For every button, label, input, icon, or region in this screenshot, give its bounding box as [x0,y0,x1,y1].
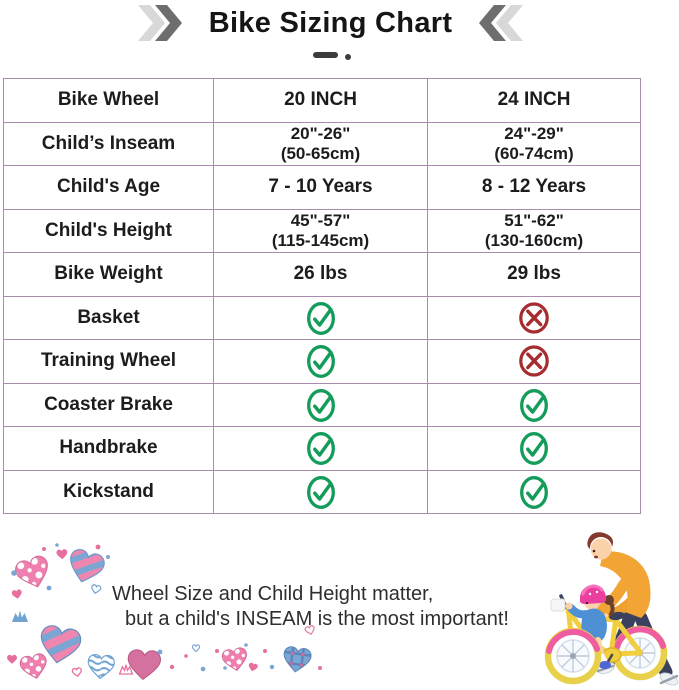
page-title: Bike Sizing Chart [208,6,453,39]
row-label: Bike Weight [4,253,214,297]
feature-no-cell [428,340,641,384]
cross-circle-icon [517,343,551,379]
check-circle-icon [305,386,337,424]
table-row-training-wheel [4,340,641,384]
table-cell: 51"-62" (130-160cm) [428,209,641,253]
row-label: Child's Height [4,209,214,253]
double-chevron-left-icon [478,5,525,41]
check-circle-icon [518,429,550,467]
check-circle-icon [518,386,550,424]
table-row-child-s-height [4,209,641,253]
table-cell: 24"-29" (60-74cm) [428,122,641,166]
table-row-bike-weight [4,253,641,297]
table-row-coaster-brake [4,383,641,427]
table-cell: 24 INCH [428,79,641,123]
row-label: Basket [4,296,214,340]
check-circle-icon [305,429,337,467]
row-label: Bike Wheel [4,79,214,123]
table-row-handbrake [4,427,641,471]
check-circle-icon [305,342,337,380]
table-cell: 20 INCH [214,79,428,123]
check-circle-icon [518,473,550,511]
table-cell: 20"-26" (50-65cm) [214,122,428,166]
cross-circle-icon [517,300,551,336]
row-label: Coaster Brake [4,383,214,427]
double-chevron-right-icon [136,5,183,41]
row-label: Training Wheel [4,340,214,384]
family-bike-illustration [535,528,679,690]
caption-line-1: Wheel Size and Child Height matter, [112,583,434,605]
feature-yes-cell [214,296,428,340]
title-underline [0,52,671,60]
table-cell: 26 lbs [214,253,428,297]
check-circle-icon [305,473,337,511]
sizing-table [3,78,641,514]
check-circle-icon [305,299,337,337]
feature-yes-cell [214,340,428,384]
feature-yes-cell [428,470,641,514]
table-row-child-s-inseam [4,122,641,166]
feature-yes-cell [428,383,641,427]
feature-yes-cell [214,427,428,471]
feature-no-cell [428,296,641,340]
table-row-basket [4,296,641,340]
underline-dash [313,52,338,58]
bike-front-wheel [548,631,598,681]
row-label: Kickstand [4,470,214,514]
table-cell: 7 - 10 Years [214,166,428,210]
caption-line-2: but a child's INSEAM is the most important! [125,608,509,630]
row-label: Child’s Inseam [4,122,214,166]
table-row-bike-wheel [4,79,641,123]
header [0,5,670,41]
table-row-kickstand [4,470,641,514]
feature-yes-cell [428,427,641,471]
underline-dot [345,54,351,60]
hearts-decoration [0,528,340,690]
table-cell: 8 - 12 Years [428,166,641,210]
table-row-child-s-age [4,166,641,210]
feature-yes-cell [214,383,428,427]
row-label: Handbrake [4,427,214,471]
table-cell: 45"-57" (115-145cm) [214,209,428,253]
table-cell: 29 lbs [428,253,641,297]
feature-yes-cell [214,470,428,514]
row-label: Child's Age [4,166,214,210]
